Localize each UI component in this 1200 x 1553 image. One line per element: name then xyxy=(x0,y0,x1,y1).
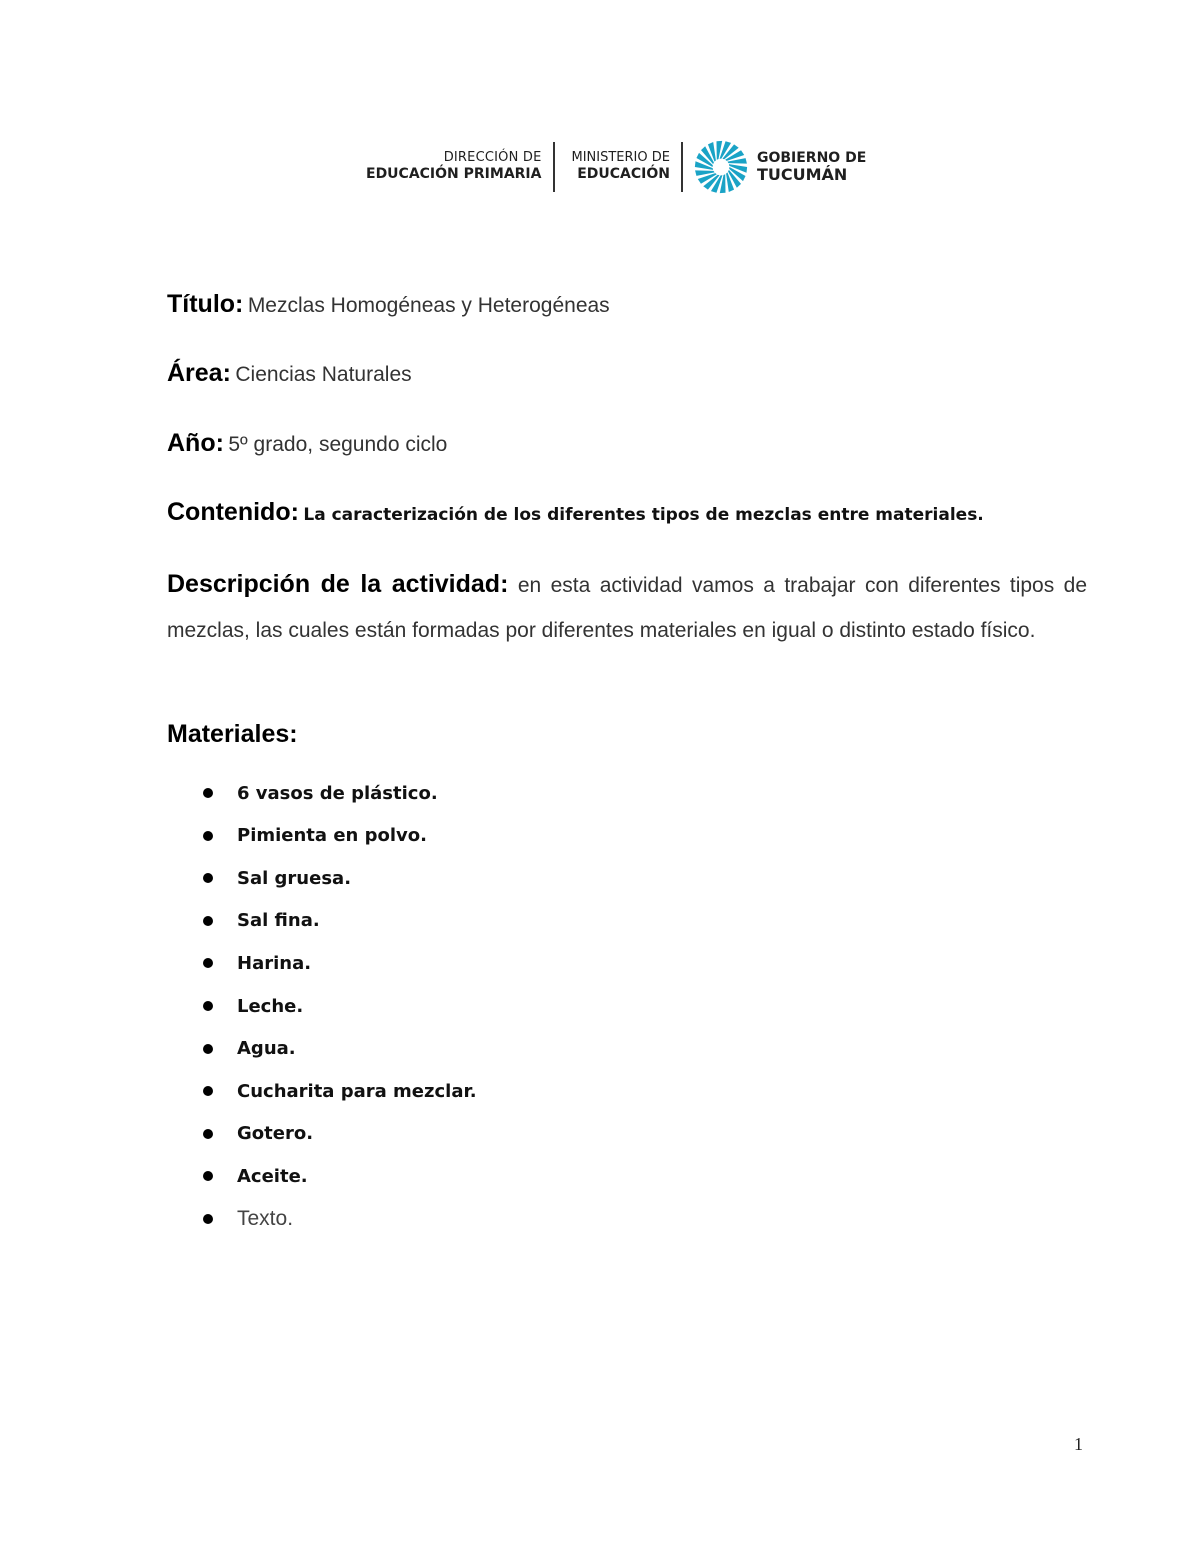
materiales-item-label: Pimienta en polvo. xyxy=(237,825,427,847)
logo-gobierno-line1: GOBIERNO DE xyxy=(756,149,867,166)
bullet-icon xyxy=(203,1214,213,1224)
materiales-item xyxy=(203,778,438,808)
bullet-icon xyxy=(203,958,213,968)
materiales-item xyxy=(203,906,320,936)
bullet-icon xyxy=(203,831,213,841)
materiales-item-label: Cucharita para mezclar. xyxy=(237,1080,477,1102)
materiales-item xyxy=(203,1034,296,1064)
materiales-item-label: 6 vasos de plástico. xyxy=(237,782,438,804)
bullet-icon xyxy=(203,873,213,883)
logo-ministerio-line1: MINISTERIO DE xyxy=(571,150,670,166)
contenido-value: La caracterización de los diferentes tipos de mezclas entre materiales. xyxy=(303,505,984,525)
bullet-icon xyxy=(203,1171,213,1181)
materiales-item xyxy=(203,948,311,978)
bullet-icon xyxy=(203,1129,213,1139)
logo-direccion-primaria xyxy=(366,151,553,182)
bullet-icon xyxy=(203,1086,213,1096)
materiales-item-label: Agua. xyxy=(237,1038,296,1060)
bullet-icon xyxy=(203,1001,213,1011)
logo-gobierno xyxy=(757,150,866,184)
materiales-item xyxy=(203,863,351,893)
materiales-item-label: Gotero. xyxy=(237,1123,314,1145)
materiales-item-label: Leche. xyxy=(237,995,304,1017)
materiales-item xyxy=(203,821,427,851)
bullet-icon xyxy=(203,916,213,926)
materiales-item-label: Aceite. xyxy=(237,1165,308,1187)
logo-primaria-line2: EDUCACIÓN PRIMARIA xyxy=(366,166,542,183)
materiales-item xyxy=(203,991,303,1021)
descripcion-label: Descripción de la actividad: xyxy=(167,570,509,598)
logo-divider-2 xyxy=(681,142,683,192)
header-logos xyxy=(366,140,878,194)
materiales-item xyxy=(203,1204,293,1234)
tucuman-seal-icon xyxy=(693,139,749,195)
logo-primaria-line1: DIRECCIÓN DE xyxy=(443,150,542,166)
materiales-item-label: Sal fina. xyxy=(237,910,320,932)
logo-ministerio-line2: EDUCACIÓN xyxy=(577,166,670,183)
field-area xyxy=(167,359,1087,388)
materiales-item-label: Texto. xyxy=(237,1207,294,1230)
materiales-item xyxy=(203,1161,308,1191)
materiales-item-label: Sal gruesa. xyxy=(237,867,352,889)
descripcion-text: en esta actividad vamos a trabajar con diferentes tipos de mezclas, las cuales están formadas por diferentes materiales en igual o distinto estado físico. xyxy=(167,574,1087,642)
titulo-value: Mezclas Homogéneas y Heterogéneas xyxy=(247,294,610,317)
materiales-item-label: Harina. xyxy=(237,952,312,974)
descripcion-paragraph xyxy=(167,562,1087,653)
area-value: Ciencias Naturales xyxy=(235,363,412,386)
field-titulo xyxy=(167,290,1087,319)
materiales-title: Materiales: xyxy=(167,720,298,748)
anio-value: 5º grado, segundo ciclo xyxy=(228,433,448,456)
contenido-label: Contenido: xyxy=(167,498,299,526)
bullet-icon xyxy=(203,1044,213,1054)
field-contenido xyxy=(167,498,1087,527)
area-label: Área: xyxy=(167,359,231,387)
field-anio xyxy=(167,429,1087,458)
materiales-item xyxy=(203,1076,477,1106)
logo-ministerio xyxy=(555,151,680,182)
page-number: 1 xyxy=(1074,1434,1083,1454)
logo-gobierno-line2: TUCUMÁN xyxy=(756,164,848,184)
bullet-icon xyxy=(203,788,213,798)
materiales-item xyxy=(203,1119,313,1149)
anio-label: Año: xyxy=(167,429,224,457)
titulo-label: Título: xyxy=(167,290,244,318)
